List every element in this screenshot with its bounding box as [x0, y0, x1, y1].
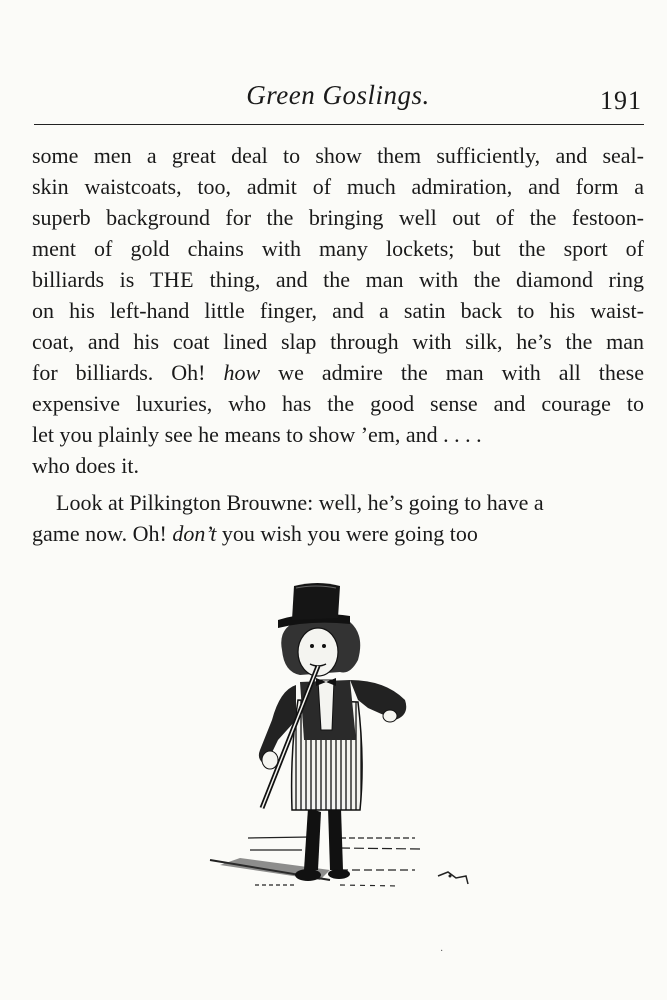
body-text — [32, 140, 644, 549]
text-line: skin waistcoats, too, admit of much admiration, and form a — [32, 174, 644, 199]
text-run: thing, and the man with the diamond ring — [194, 267, 644, 292]
small-caps-word: THE — [149, 267, 195, 292]
text-line: who does it. — [32, 453, 139, 478]
text-run: for billiards. Oh! — [32, 360, 224, 385]
stray-mark: · — [440, 946, 444, 957]
page-number: 191 — [600, 86, 642, 115]
text-line — [32, 357, 644, 388]
text-line: let you plainly see he means to show ’em, and . . . . — [32, 422, 482, 447]
running-title: Green Goslings. — [246, 80, 430, 110]
text-line: expensive luxuries, who has the good sense and courage to — [32, 391, 644, 416]
text-line: superb background for the bringing well out of the festoon- — [32, 205, 644, 230]
italic-word: how — [223, 360, 261, 385]
text-line — [32, 518, 644, 549]
text-line: ment of gold chains with many lockets; but the sport of — [32, 236, 644, 261]
running-head — [32, 78, 644, 118]
text-line: on his left-hand little finger, and a satin back to his waist- — [32, 298, 644, 323]
text-line: coat, and his coat lined slap through with silk, he’s the man — [32, 329, 644, 354]
text-run: we admire the man with all these — [260, 360, 644, 385]
text-run: you wish you were going too — [216, 521, 478, 546]
italic-word: don’t — [172, 521, 217, 546]
text-line — [32, 264, 644, 295]
gentleman-illustration — [200, 580, 500, 900]
header-rule — [34, 124, 644, 125]
text-run: billiards is — [32, 267, 150, 292]
paragraph-first-line: Look at Pilkington Brouwne: well, he’s going to have a — [56, 490, 544, 515]
text-run: game now. Oh! — [32, 521, 173, 546]
text-line: some men a great deal to show them sufficiently, and seal- — [32, 143, 644, 168]
